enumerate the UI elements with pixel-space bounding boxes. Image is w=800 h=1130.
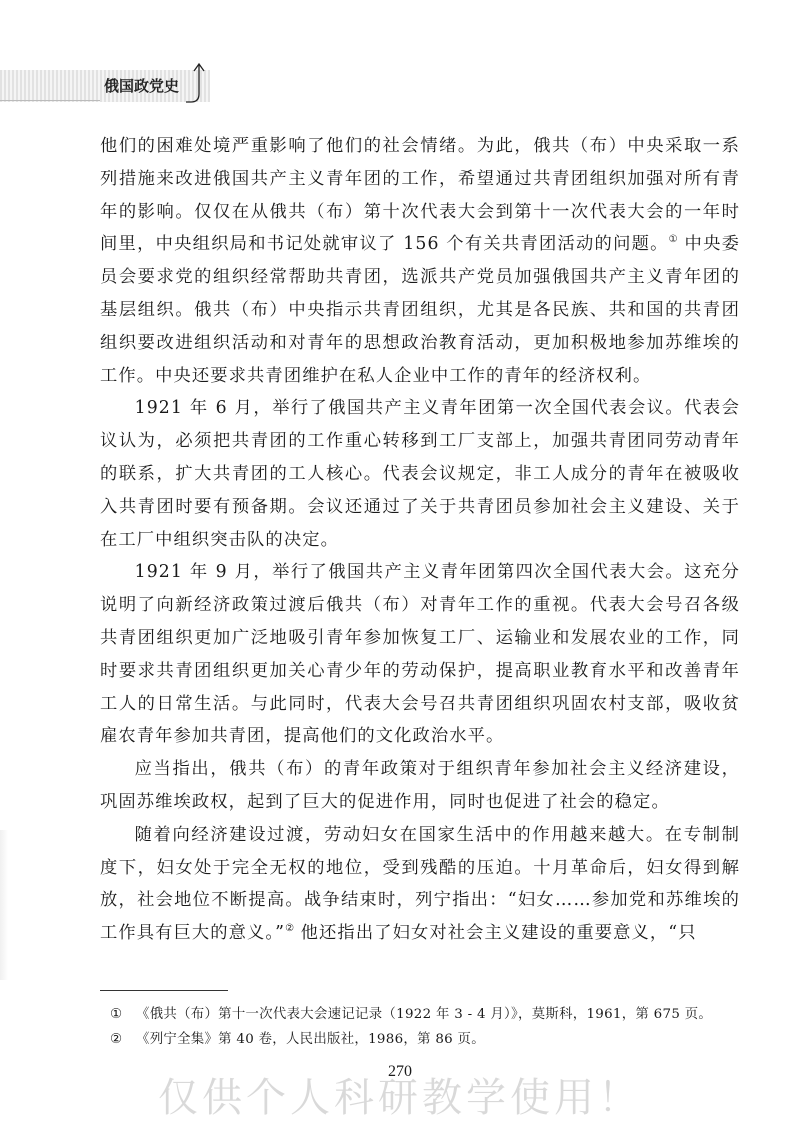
footnote-text: 《列宁全集》第 40 卷，人民出版社，1986，第 86 页。: [136, 1032, 485, 1047]
paragraph-3: 1921 年 9 月，举行了俄国共产主义青年团第四次全国代表大会。这充分说明了向新经济政策过渡后俄共（布）对青年工作的重视。代表大会号召各级共青团组织更加广泛地吸引青年参加恢复工厂、运输业和发展农业的工作，同时要求共青团组织更加关心青少年的劳动保护，提高职业教育水平和改善青年工人的日常生活。与此同时，代表大会号召共青团组织巩固农村支部，吸收贫雇农青年参加共青团，提高他们的文化政治水平。: [100, 562, 740, 747]
paragraph-2: 1921 年 6 月，举行了俄国共产主义青年团第一次全国代表会议。代表会议认为，必须把共青团的工作重心转移到工厂支部上，加强共青团同劳动青年的联系，扩大共青团的工人核心。代表会议规定，非工人成分的青年在被吸收入共青团时要有预备期。会议还通过了关于共青团员参加社会主义建设、关于在工厂中组织突击队的决定。: [100, 398, 740, 550]
watermark: 仅供个人科研教学使用！: [158, 1075, 642, 1121]
body-text: [100, 130, 740, 950]
footnote-text: 《俄共（布）第十一次代表大会速记记录（1922 年 3 - 4 月）》，莫斯科，1961，第 675 页。: [136, 1007, 713, 1022]
paragraph-5: 随着向经济建设过渡，劳动妇女在国家生活中的作用越来越大。在专制制度下，妇女处于完全无权的地位，受到残酷的压迫。十月革命后，妇女得到解放，社会地位不断提高。战争结束时，列宁指出：“妇女……参加党和苏维埃的工作具有巨大的意义。”② 他还指出了妇女对社会主义建设的重要意义，“只: [100, 824, 740, 944]
paragraph-4: 应当指出，俄共（布）的青年政策对于组织青年参加社会主义经济建设，巩固苏维埃政权，起到了巨大的促进作用，同时也促进了社会的稳定。: [100, 759, 740, 812]
footnote-1: [110, 1002, 750, 1027]
running-header-title: 俄国政党史: [104, 77, 180, 95]
footnote-mark: ①: [110, 1007, 123, 1022]
header-rule: [0, 100, 100, 101]
footnote-ref-1[interactable]: ①: [668, 234, 678, 246]
footnote-2: [110, 1027, 750, 1052]
footnote-ref-2[interactable]: ②: [285, 923, 295, 935]
header-arrow-icon: [186, 62, 212, 106]
paragraph-1: 他们的困难处境严重影响了他们的社会情绪。为此，俄共（布）中央采取一系列措施来改进俄国共产主义青年团的工作，希望通过共青团组织加强对所有青年的影响。仅仅在从俄共（布）第十次代表大会到第十一次代表大会的一年时间里，中央组织局和书记处就审议了 156 个有关共青团活动的问题。① 中央委员会要求党的组织经常帮助共青团，选派共产党员加强俄国共产主义青年团的基层组织。俄共（布）中央指示共青团组织，尤其是各民族、共和国的共青团组织要改进组织活动和对青年的思想政治教育活动，更加积极地参加苏维埃的工作。中央还要求共青团维护在私人企业中工作的青年的经济权利。: [100, 136, 740, 386]
page-number: 270: [388, 1063, 412, 1080]
footnotes: [110, 1002, 750, 1052]
footnote-mark: ②: [110, 1032, 123, 1047]
page-edge-shadow: [0, 830, 8, 980]
footnote-rule: [100, 990, 228, 991]
